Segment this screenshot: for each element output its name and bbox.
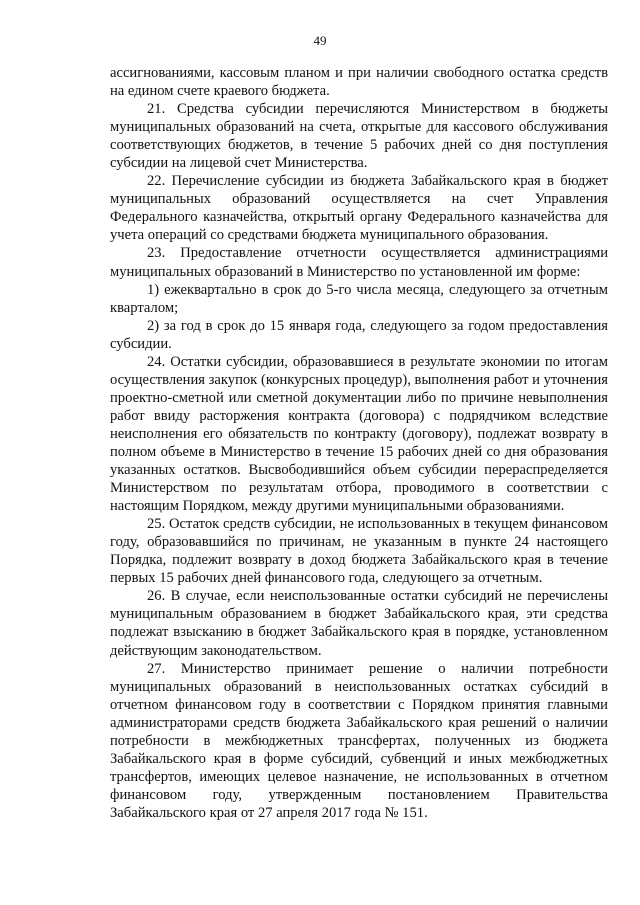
- paragraph-27: 27. Министерство принимает решение о наличии потребности муниципальных образований в неиспользованных остатках субсидий в отчетном финансовом году в соответствии с Порядком принятия главными администраторами средств бюджета Забайкальского края решений о наличии потребности в межбюджетных трансфертах, полученных из бюджета Забайкальского края в форме субсидий, субвенций и иных межбюджетных трансфертов, имеющих целевое назначение, не использованных в отчетном финансовом году, утвержденным постановлением Правительства Забайкальского края от 27 апреля 2017 года № 151.: [110, 660, 608, 821]
- document-body: [110, 64, 608, 822]
- paragraph-25: 25. Остаток средств субсидии, не использованных в текущем финансовом году, образовавшийся по причинам, не указанным в пункте 24 настоящего Порядка, подлежит возврату в доход бюджета Забайкальского края в течение первых 15 рабочих дней финансового года, следующего за отчетным.: [110, 516, 608, 587]
- paragraph-23-item-1: 1) ежеквартально в срок до 5-го числа месяца, следующего за отчетным кварталом;: [110, 281, 608, 316]
- paragraph-23-item-2: 2) за год в срок до 15 января года, следующего за годом предоставления субсидии.: [110, 317, 608, 352]
- paragraph-26: 26. В случае, если неиспользованные остатки субсидий не перечислены муниципальным образованием в бюджет Забайкальского края, эти средства подлежат взысканию в бюджет Забайкальского края в порядке, установленном действующим законодательством.: [110, 588, 608, 659]
- page-number: 49: [313, 33, 327, 48]
- paragraph-24: 24. Остатки субсидии, образовавшиеся в результате экономии по итогам осуществления закупок (конкурсных процедур), выполнения работ и уточнения проектно-сметной или сметной документации либо по причине невыполнения работ ввиду расторжения контракта (договора) с подрядчиком вследствие неисполнения его обязательств по контракту (договору), подлежат возврату в полном объеме в Министерство в течение 15 рабочих дней со дня образования указанных остатков. Высвободившийся объем субсидии перераспределяется Министерством по результатам отбора, проводимого в соответствии с настоящим Порядком, между другими муниципальными образованиями.: [110, 353, 608, 515]
- paragraph-21: 21. Средства субсидии перечисляются Министерством в бюджеты муниципальных образований на счета, открытые для кассового обслуживания соответствующих бюджетов, в течение 5 рабочих дней со дня поступления субсидии на лицевой счет Министерства.: [110, 101, 608, 172]
- paragraph-22: 22. Перечисление субсидии из бюджета Забайкальского края в бюджет муниципальных образований осуществляется на счет Управления Федерального казначейства, открытый органу Федерального казначейства для учета операций со средствами бюджета муниципального образования.: [110, 173, 608, 244]
- paragraph-continuation: ассигнованиями, кассовым планом и при наличии свободного остатка средств на едином счете краевого бюджета.: [110, 65, 608, 100]
- paragraph-23: 23. Предоставление отчетности осуществляется администрациями муниципальных образований в Министерство по установленной им форме:: [110, 245, 608, 280]
